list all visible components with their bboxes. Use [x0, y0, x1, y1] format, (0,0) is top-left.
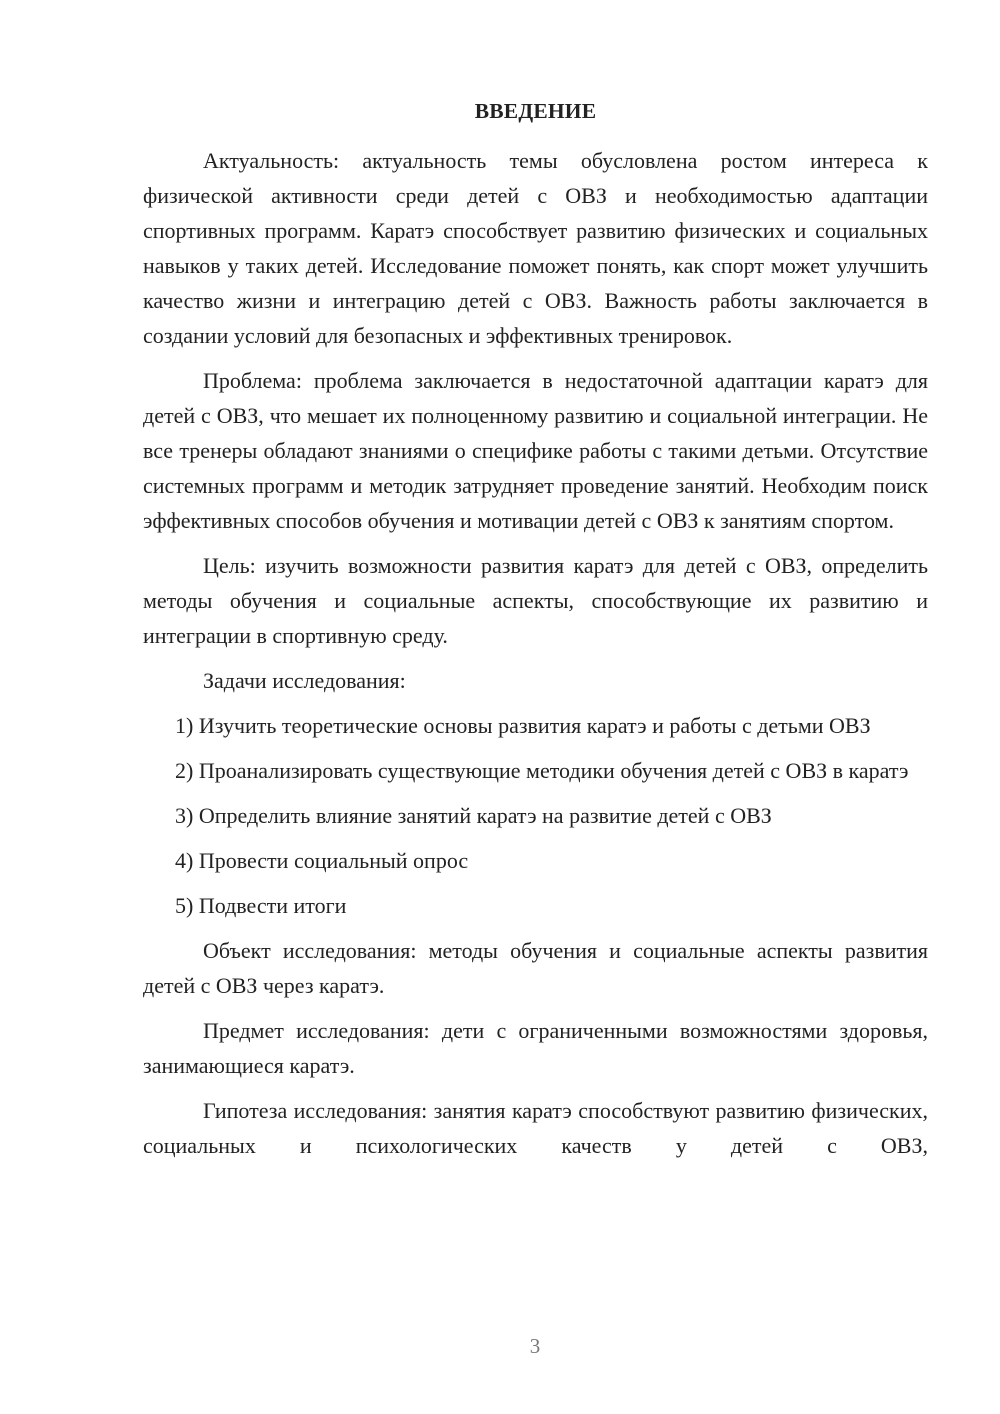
paragraph-object: Объект исследования: методы обучения и социальные аспекты развития детей с ОВЗ через каратэ. [143, 938, 928, 998]
tasks-heading: Задачи исследования: [203, 668, 406, 693]
page-number: 3 [529, 1334, 541, 1358]
page-body [143, 143, 928, 1173]
task-item-5: 5) Подвести итоги [175, 893, 347, 918]
task-item-1: 1) Изучить теоретические основы развития каратэ и работы с детьми ОВЗ [175, 713, 871, 738]
task-item-3: 3) Определить влияние занятий каратэ на развитие детей с ОВЗ [175, 803, 772, 828]
paragraph-problem: Проблема: проблема заключается в недостаточной адаптации каратэ для детей с ОВЗ, что мешает их полноценному развитию и социальной интеграции. Не все тренеры обладают знаниями о специфике работы с такими детьми. Отсутствие системных программ и методик затрудняет проведение занятий. Необходим поиск эффективных способов обучения и мотивации детей с ОВЗ к занятиям спортом. [143, 368, 928, 533]
paragraph-subject: Предмет исследования: дети с ограниченными возможностями здоровья, занимающиеся каратэ. [143, 1018, 928, 1078]
paragraph-hypothesis: Гипотеза исследования: занятия каратэ способствуют развитию физических, социальных и психологических качеств у детей с ОВЗ, [143, 1098, 928, 1158]
paragraph-relevance: Актуальность: актуальность темы обусловлена ростом интереса к физической активности среди детей с ОВЗ и необходимостью адаптации спортивных программ. Каратэ способствует развитию физических и социальных навыков у таких детей. Исследование поможет понять, как спорт может улучшить качество жизни и интеграцию детей с ОВЗ. Важность работы заключается в создании условий для безопасных и эффективных тренировок. [143, 148, 928, 348]
task-item-4: 4) Провести социальный опрос [175, 848, 469, 873]
page-title: ВВЕДЕНИЕ [474, 99, 597, 123]
paragraph-goal: Цель: изучить возможности развития каратэ для детей с ОВЗ, определить методы обучения и социальные аспекты, способствующие их развитию и интеграции в спортивную среду. [143, 553, 928, 648]
task-item-2: 2) Проанализировать существующие методики обучения детей с ОВЗ в каратэ [175, 758, 909, 783]
